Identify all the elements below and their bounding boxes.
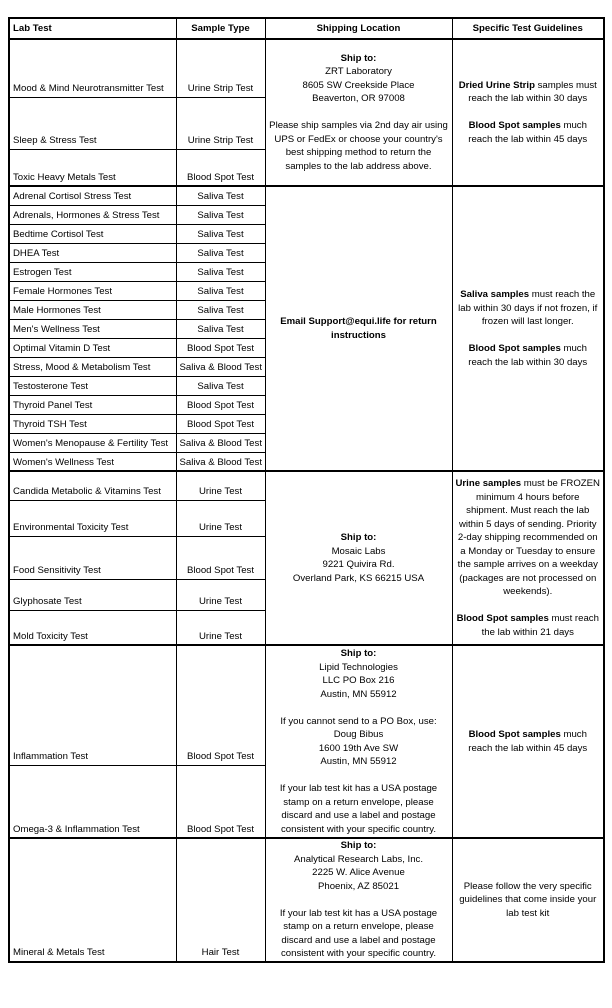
alt-address-intro: If you cannot send to a PO Box, use: xyxy=(280,715,437,727)
alt-address-line: Austin, MN 55912 xyxy=(320,756,397,767)
guideline-text: must be FROZEN minimum 4 hours before shipment. Must reach the lab within 5 days of sending. Priority 2-day shipping recommended on a Monday or Tuesday to ensure the sample arrives on a weekday (packages are not processed on weekends). xyxy=(457,478,600,597)
ship-to-label: Ship to: xyxy=(340,840,377,851)
table-row xyxy=(9,838,604,962)
lab-test-name: Glyphosate Test xyxy=(9,579,176,610)
ship-to-label: Ship to: xyxy=(340,648,377,659)
shipping-location-cell xyxy=(265,838,452,962)
sample-type: Saliva & Blood Test xyxy=(176,433,265,452)
sample-type: Urine Strip Test xyxy=(176,39,265,97)
sample-type: Saliva Test xyxy=(176,262,265,281)
test-guidelines-cell xyxy=(452,186,604,471)
shipping-location-cell xyxy=(265,39,452,186)
lab-test-name: Mood & Mind Neurotransmitter Test xyxy=(9,39,176,97)
lab-test-name: Testosterone Test xyxy=(9,376,176,395)
guideline-paragraph xyxy=(456,79,601,106)
guideline-paragraph xyxy=(456,612,601,639)
address-line: 2225 W. Alice Avenue xyxy=(312,867,405,878)
shipping-note: Please ship samples via 2nd day air using UPS or FedEx or choose your country's best shipping method to return the samples to the lab address above. xyxy=(269,120,448,172)
lab-test-name: Women's Menopause & Fertility Test xyxy=(9,433,176,452)
guideline-text: must reach the lab within 30 days if not frozen, if frozen will last longer. xyxy=(458,289,598,327)
lab-test-name: Mold Toxicity Test xyxy=(9,610,176,645)
sample-type: Saliva Test xyxy=(176,205,265,224)
sample-type: Saliva Test xyxy=(176,300,265,319)
alt-address-line: 1600 19th Ave SW xyxy=(318,742,399,754)
sample-type: Urine Test xyxy=(176,500,265,536)
sample-type: Blood Spot Test xyxy=(176,414,265,433)
shipping-location-cell xyxy=(265,186,452,471)
lab-test-name: Men's Wellness Test xyxy=(9,319,176,338)
lab-test-name: DHEA Test xyxy=(9,243,176,262)
lab-test-name: Women's Wellness Test xyxy=(9,452,176,471)
lab-test-name: Food Sensitivity Test xyxy=(9,536,176,579)
guideline-sample-label: Saliva samples xyxy=(460,289,530,300)
lab-test-name: Omega-3 & Inflammation Test xyxy=(9,765,176,838)
sample-type: Saliva Test xyxy=(176,281,265,300)
lab-test-name: Environmental Toxicity Test xyxy=(9,500,176,536)
guideline-text: samples must reach the lab within 30 days xyxy=(468,79,597,105)
address-line: Lipid Technologies xyxy=(319,661,398,673)
guideline-paragraph xyxy=(456,880,601,921)
table-row xyxy=(9,471,604,500)
sample-type: Saliva & Blood Test xyxy=(176,452,265,471)
address-line: 9221 Quivira Rd. xyxy=(322,559,395,570)
table-row xyxy=(9,39,604,97)
sample-type: Hair Test xyxy=(176,838,265,962)
sample-type: Urine Test xyxy=(176,610,265,645)
header-shipping-location: Shipping Location xyxy=(265,18,452,39)
lab-test-name: Thyroid TSH Test xyxy=(9,414,176,433)
guideline-sample-label: Blood Spot samples xyxy=(468,729,561,740)
sample-type: Saliva Test xyxy=(176,376,265,395)
lab-test-name: Adrenals, Hormones & Stress Test xyxy=(9,205,176,224)
lab-test-table xyxy=(8,17,605,963)
ship-to-label: Ship to: xyxy=(340,52,377,64)
guideline-sample-label: Dried Urine Strip xyxy=(458,79,535,91)
test-guidelines-cell xyxy=(452,39,604,186)
guideline-paragraph xyxy=(456,477,601,599)
guideline-paragraph xyxy=(456,342,601,369)
address-line: LLC PO Box 216 xyxy=(322,675,395,686)
address-line: Austin, MN 55912 xyxy=(320,688,397,700)
guideline-sample-label: Blood Spot samples xyxy=(468,120,561,132)
sample-type: Saliva Test xyxy=(176,319,265,338)
guideline-sample-label: Urine samples xyxy=(455,478,522,489)
header-row xyxy=(9,18,604,39)
lab-test-name: Sleep & Stress Test xyxy=(9,97,176,149)
guideline-paragraph xyxy=(456,728,601,755)
sample-type: Blood Spot Test xyxy=(176,536,265,579)
sample-type: Urine Test xyxy=(176,579,265,610)
sample-type: Saliva Test xyxy=(176,243,265,262)
address-line: Phoenix, AZ 85021 xyxy=(317,880,400,892)
sample-type: Blood Spot Test xyxy=(176,338,265,357)
lab-test-name: Stress, Mood & Metabolism Test xyxy=(9,357,176,376)
sample-type: Urine Strip Test xyxy=(176,97,265,149)
guideline-sample-label: Blood Spot samples xyxy=(456,613,549,624)
test-guidelines-cell xyxy=(452,645,604,838)
lab-test-name: Thyroid Panel Test xyxy=(9,395,176,414)
guideline-text: Please follow the very specific guidelines that come inside your lab test kit xyxy=(459,880,597,919)
postage-stamp-note: If your lab test kit has a USA postage stamp on a return envelope, please discard and use a label and postage consistent with your specific country. xyxy=(279,907,438,959)
lab-test-name: Toxic Heavy Metals Test xyxy=(9,149,176,186)
test-guidelines-cell xyxy=(452,471,604,645)
sample-type: Saliva & Blood Test xyxy=(176,357,265,376)
lab-test-name: Female Hormones Test xyxy=(9,281,176,300)
shipping-location-cell xyxy=(265,645,452,838)
header-sample-type: Sample Type xyxy=(176,18,265,39)
address-line: Analytical Research Labs, Inc. xyxy=(293,853,424,865)
ship-to-label: Ship to: xyxy=(340,532,377,543)
lab-test-name: Adrenal Cortisol Stress Test xyxy=(9,186,176,205)
lab-test-name: Male Hormones Test xyxy=(9,300,176,319)
sample-type: Saliva Test xyxy=(176,186,265,205)
lab-test-name: Bedtime Cortisol Test xyxy=(9,224,176,243)
postage-stamp-note: If your lab test kit has a USA postage stamp on a return envelope, please discard and use a label and postage consistent with your specific country. xyxy=(279,783,438,835)
sample-type: Urine Test xyxy=(176,471,265,500)
sample-type: Blood Spot Test xyxy=(176,765,265,838)
lab-test-name: Inflammation Test xyxy=(9,645,176,765)
table-row xyxy=(9,186,604,205)
test-guidelines-cell xyxy=(452,838,604,962)
address-line: Beaverton, OR 97008 xyxy=(312,93,405,105)
email-support-note: Email Support@equi.life for return instructions xyxy=(280,316,437,341)
shipping-location-cell xyxy=(265,471,452,645)
guideline-text: much reach the lab within 45 days xyxy=(468,729,588,754)
address-line: 8605 SW Creekside Place xyxy=(302,79,415,91)
lab-test-name: Optimal Vitamin D Test xyxy=(9,338,176,357)
address-line: Overland Park, KS 66215 USA xyxy=(292,572,425,584)
guideline-text: much reach the lab within 45 days xyxy=(468,120,588,145)
sample-type: Blood Spot Test xyxy=(176,395,265,414)
sample-type: Blood Spot Test xyxy=(176,149,265,186)
table-body xyxy=(9,39,604,962)
table-row xyxy=(9,645,604,765)
lab-test-name: Candida Metabolic & Vitamins Test xyxy=(9,471,176,500)
sample-type: Saliva Test xyxy=(176,224,265,243)
alt-address-line: Doug Bibus xyxy=(333,729,384,740)
lab-test-name: Mineral & Metals Test xyxy=(9,838,176,962)
address-line: Mosaic Labs xyxy=(331,545,386,557)
guideline-text: much reach the lab within 30 days xyxy=(468,343,588,368)
header-guidelines: Specific Test Guidelines xyxy=(452,18,604,39)
guideline-text: must reach the lab within 21 days xyxy=(481,613,599,638)
lab-test-name: Estrogen Test xyxy=(9,262,176,281)
address-line: ZRT Laboratory xyxy=(325,66,392,78)
guideline-paragraph xyxy=(456,119,601,146)
header-lab-test: Lab Test xyxy=(9,18,176,39)
sample-type: Blood Spot Test xyxy=(176,645,265,765)
guideline-paragraph xyxy=(456,288,601,329)
guideline-sample-label: Blood Spot samples xyxy=(468,343,561,354)
